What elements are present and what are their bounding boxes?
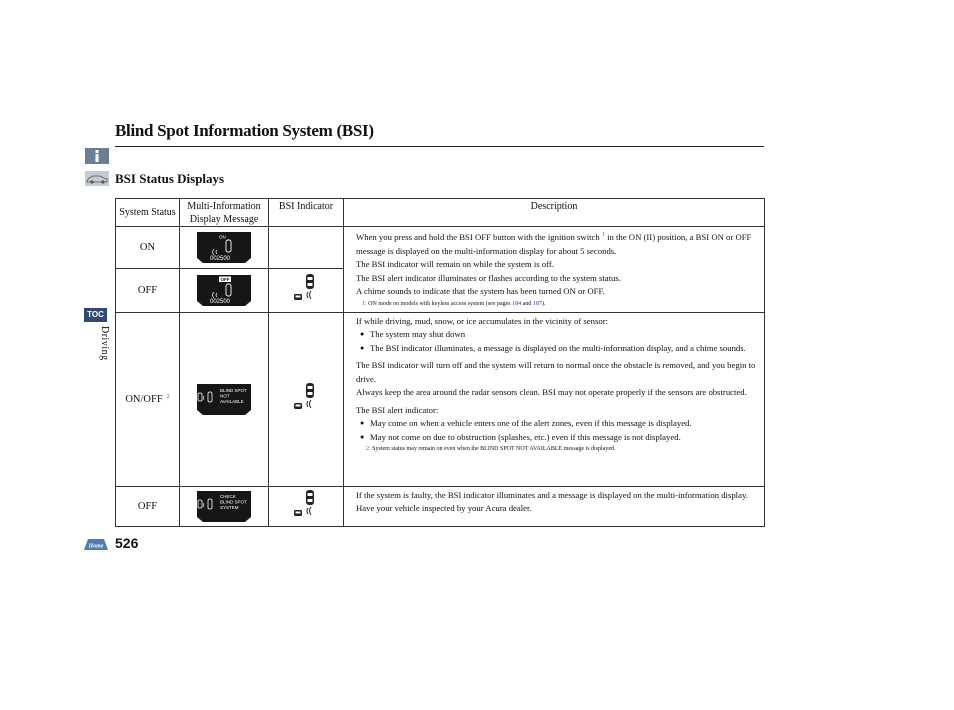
bullet-item: ● The system may shut down [356, 328, 758, 342]
footnote-ref[interactable]: 2 [166, 393, 170, 400]
description-cell [344, 227, 765, 313]
header-system-status: System Status [116, 199, 180, 227]
display-message-cell [180, 269, 269, 312]
description-text: The BSI alert indicator: [356, 404, 439, 415]
display-line1: ON [219, 234, 226, 240]
header-description: Description [344, 199, 765, 227]
bsi-status-table [115, 198, 765, 527]
display-line3: SYSTEM [220, 504, 239, 510]
description-text: When you press and hold the BSI OFF button with the ignition switch $^1$ in the ON (II) position, a BSI ON or OFF message is displayed on the multi-information display for about 5 seconds. [356, 232, 752, 256]
bullet-item: ● May not come on due to obstruction (splashes, etc.) even if this message is not displayed. [356, 431, 758, 445]
status-label: ON/OFF [125, 393, 163, 405]
home-button[interactable] [83, 538, 109, 551]
header-display-message: Multi-Information Display Message [180, 199, 269, 227]
description-text: If while driving, mud, snow, or ice accumulates in the vicinity of sensor: [356, 315, 609, 326]
display-line1: CHECK [220, 493, 236, 499]
bsi-indicator-icon [289, 271, 323, 305]
bsi-on-display-image [195, 231, 253, 264]
display-line1: BLIND SPOT [220, 387, 247, 393]
description-text: If the system is faulty, the BSI indicator illuminates and a message is displayed on the multi-information display. [356, 489, 748, 500]
bsi-indicator-icon [289, 487, 323, 521]
description-text: The BSI alert indicator illuminates or flashes according to the system status. [356, 272, 621, 283]
description-text: Have your vehicle inspected by your Acura dealer. [356, 503, 532, 513]
table-row [116, 227, 765, 269]
bsi-indicator-cell [269, 269, 344, 312]
display-line2: NOT [220, 393, 230, 398]
home-label: Home [88, 543, 104, 550]
description-cell [344, 312, 765, 486]
bsi-indicator-cell [269, 227, 344, 269]
bsi-not-available-display-image [195, 383, 253, 416]
display-line1: OFF [220, 276, 230, 282]
footnote-ref[interactable]: 1 [601, 232, 605, 238]
bsi-indicator-cell [269, 312, 344, 486]
display-odometer: 002500 [210, 256, 231, 263]
display-message-cell [180, 227, 269, 269]
status-cell: OFF [116, 269, 180, 312]
bullet-item: ● The BSI indicator illuminates, a message is displayed on the multi-information display, and a chime sounds. [356, 342, 758, 356]
page-number: 526 [115, 535, 139, 551]
title-divider [115, 146, 764, 147]
bullet-item: ● May come on when a vehicle enters one of the alert zones, even if this message is displayed. [356, 417, 758, 431]
bsi-off-display-image [195, 274, 253, 307]
display-message-cell [180, 486, 269, 526]
display-odometer: 002500 [210, 298, 231, 305]
status-cell: OFF [116, 486, 180, 526]
page-title: Blind Spot Information System (BSI) [115, 121, 374, 140]
display-line2: BLIND SPOT [220, 499, 247, 504]
section-title: BSI Status Displays [115, 171, 225, 186]
footnote: 1: ON mode on models with keyless access system (see pages 184 and 187). [362, 300, 546, 307]
description-text: The BSI indicator will turn off and the system will return to normal once the obstacle is removed, and you begin to drive. [356, 360, 756, 384]
page-link-187[interactable]: 187 [532, 300, 542, 307]
info-icon[interactable] [85, 148, 109, 164]
description-cell [344, 486, 765, 526]
display-line3: AVAILABLE [220, 398, 244, 404]
status-cell: ON [116, 227, 180, 269]
table-row [116, 486, 765, 526]
footnote: 2: System status may remain on even when the BLIND SPOT NOT AVAILABLE message is displayed. [366, 446, 616, 452]
page-link-184[interactable]: 184 [512, 300, 522, 307]
chapter-side-label[interactable]: Driving [99, 326, 110, 361]
description-text: Always keep the area around the radar sensors clean. BSI may not operate properly if the sensors are obstructed. [356, 387, 747, 397]
check-bsi-display-image [195, 490, 253, 523]
table-row [116, 312, 765, 486]
toc-button[interactable]: TOC [84, 308, 107, 322]
description-text: A chime sounds to indicate that the system has been turned ON or OFF. [356, 286, 605, 296]
description-text: The BSI indicator will remain on while the system is off. [356, 259, 554, 269]
bsi-indicator-icon [289, 380, 323, 414]
header-bsi-indicator: BSI Indicator [269, 199, 344, 227]
display-message-cell [180, 312, 269, 486]
bsi-indicator-cell [269, 486, 344, 526]
table-header-row [116, 199, 765, 227]
car-section-icon [85, 171, 109, 186]
status-cell [116, 312, 180, 486]
